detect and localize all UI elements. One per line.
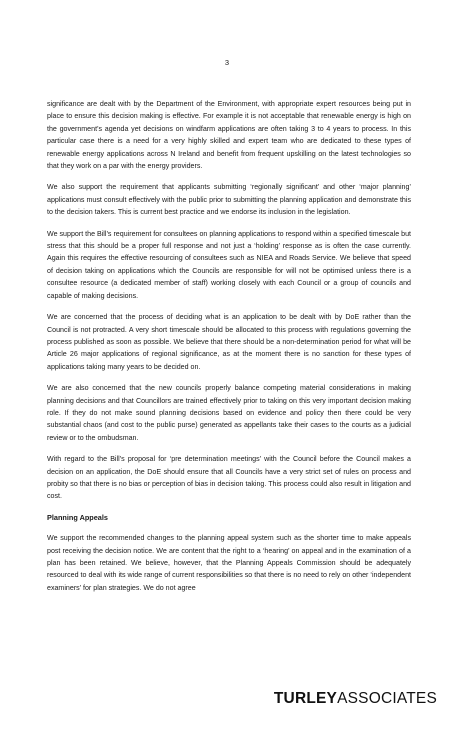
logo-text-turley: TURLEY (273, 690, 338, 707)
paragraph-2: We also support the requirement that applicants submitting ‘regionally significant’ and other ‘major planning’ applications must consult effectively with the public prior to submitting the planning application and demonstrate this to the decision takers. This is current best practice and we endorse its inclusion in the legislation. (47, 183, 411, 217)
paragraph-5: We are also concerned that the new councils properly balance competing material considerations in making planning decisions and that Councillors are trained effectively prior to taking on this very important decision making role. If they do not make sound planning decisions based on evidence and policy then there could be very substantial chaos (and cost to the public purse) generated as appellants take their cases to the courts as a judicial review or to the ombudsman. (47, 384, 411, 442)
page-number: 3 (224, 58, 230, 67)
document-body (47, 98, 411, 603)
paragraph-1: significance are dealt with by the Department of the Environment, with appropriate expert resources being put in place to ensure this decision making is effective. For example it is not acceptable that renewable energy is high on the government’s agenda yet decisions on windfarm applications are often taking 3 to 4 years to process. In this particular case there is a need for a very highly skilled and expert team who are dedicated to these types of renewable energy applications across N Ireland and benefit from frequent upskilling on the latest technologies so that they work on a par with the energy providers. (47, 100, 411, 171)
paragraph-3: We support the Bill’s requirement for consultees on planning applications to respond within a specified timescale but stress that this should be a proper full response and not just a ‘holding’ response as is often the case currently. Again this requires the effective resourcing of consultees such as NIEA and Roads Service. We believe that speed of decision taking on applications which the Councils are responsible for will not be optimised unless there is a consultee resource (a dedicated member of staff) working closely with each Council or a group of councils and capable of making decisions. (47, 229, 411, 300)
paragraph-6: With regard to the Bill’s proposal for ‘pre determination meetings’ with the Council before the Council makes a decision on an application, the DoE should ensure that all Councils have a very strict set of rules on process and probity so that there is no bias or perception of bias in decision taking. This process could also result in litigation and cost. (47, 455, 411, 501)
company-logo (274, 690, 437, 708)
paragraph-4: We are concerned that the process of deciding what is an application to be dealt with by DoE rather than the Council is not protracted. A very short timescale should be allocated to this process with regulations governing the process published as soon as possible. We believe that there should be a non-determination period for what will be Article 26 major applications of regional significance, as at the moment there is no sanction for these types of applications taking many years to be decided on. (47, 313, 411, 371)
section-heading-planning-appeals: Planning Appeals (47, 512, 108, 522)
paragraph-7: We support the recommended changes to the planning appeal system such as the shorter time to make appeals post receiving the decision notice. We are content that the right to a ‘hearing’ on appeal and in the examination of a plan has been retained. We believe, however, that the Planning Appeals Commission should be adequately resourced to deal with its wide range of current responsibilities so that there is no need to rely on other ‘independent examiners’ for plan strategies. We do not agree (47, 534, 411, 592)
logo-text-associates: ASSOCIATES (337, 690, 437, 707)
